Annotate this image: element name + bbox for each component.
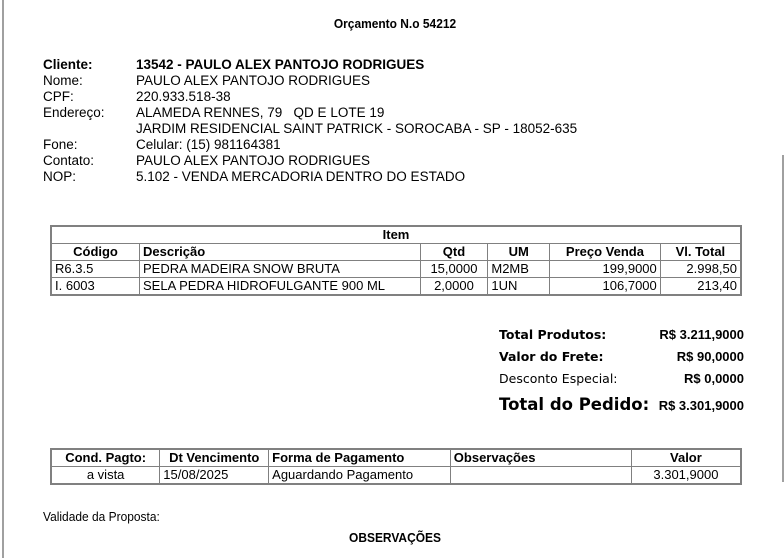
payment-table (50, 448, 742, 485)
client-value: 5.102 - VENDA MERCADORIA DENTRO DO ESTADO (136, 169, 466, 184)
client-label: Endereço: (43, 105, 105, 120)
client-label: NOP: (43, 169, 77, 184)
total-produtos-label: Total Produtos: (499, 327, 607, 342)
page-left-border (2, 0, 4, 558)
items-table (50, 225, 742, 296)
header-forma-pagamento: Forma de Pagamento (269, 449, 451, 467)
total-pedido-label: Total do Pedido: (499, 395, 650, 414)
cell-preco-venda: 106,7000 (550, 278, 661, 296)
client-label: Fone: (43, 137, 78, 152)
valor-frete-label: Valor do Frete: (499, 349, 604, 364)
client-label: Nome: (43, 73, 83, 88)
client-value: Celular: (15) 981164381 (136, 137, 281, 152)
client-row-fone (43, 137, 577, 153)
header-dt-vencimento: Dt Vencimento (160, 449, 269, 467)
table-row (51, 261, 741, 278)
observacoes-title: OBSERVAÇÕES (349, 530, 441, 545)
client-info (43, 57, 577, 185)
client-label: CPF: (43, 89, 74, 104)
client-row-contato (43, 153, 577, 169)
cell-forma-pagamento: Aguardando Pagamento (269, 467, 451, 485)
cell-descricao: SELA PEDRA HIDROFULGANTE 900 ML (140, 278, 421, 296)
header-valor: Valor (631, 449, 741, 467)
client-value: PAULO ALEX PANTOJO RODRIGUES (136, 153, 371, 168)
items-caption: Item (51, 226, 741, 244)
cell-observacoes (450, 467, 631, 485)
client-value: JARDIM RESIDENCIAL SAINT PATRICK - SOROCABA - SP - 18052-635 (136, 121, 578, 136)
cell-preco-venda: 199,9000 (550, 261, 661, 278)
header-cond-pagto: Cond. Pagto: (51, 449, 160, 467)
header-vl-total: Vl. Total (660, 244, 741, 261)
header-observacoes: Observações (450, 449, 631, 467)
cell-um: 1UN (488, 278, 550, 296)
cell-descricao: PEDRA MADEIRA SNOW BRUTA (140, 261, 421, 278)
header-um: UM (488, 244, 550, 261)
client-row-cpf (43, 89, 577, 105)
cell-valor: 3.301,9000 (631, 467, 741, 485)
totals-section (499, 327, 744, 419)
items-caption-row (51, 226, 741, 244)
client-row-cliente (43, 57, 577, 73)
total-pedido-row (499, 395, 744, 419)
cell-vl-total: 2.998,50 (660, 261, 741, 278)
cell-cond-pagto: a vista (51, 467, 160, 485)
client-value: PAULO ALEX PANTOJO RODRIGUES (136, 73, 371, 88)
table-row (51, 467, 741, 485)
cell-dt-vencimento: 15/08/2025 (160, 467, 269, 485)
client-row-endereco-2 (43, 121, 577, 137)
cell-codigo: R6.3.5 (51, 261, 140, 278)
total-produtos-row (499, 327, 744, 349)
valor-frete-value: R$ 90,0000 (676, 349, 744, 364)
header-preco-venda: Preço Venda (550, 244, 661, 261)
header-qtd: Qtd (420, 244, 488, 261)
desconto-value: R$ 0,0000 (684, 371, 744, 386)
desconto-row (499, 371, 744, 393)
client-row-nop (43, 169, 577, 185)
client-row-nome (43, 73, 577, 89)
total-pedido-value: R$ 3.301,9000 (658, 398, 744, 413)
cell-qtd: 2,0000 (420, 278, 488, 296)
client-label (43, 121, 136, 137)
header-codigo: Código (51, 244, 140, 261)
cell-um: M2MB (488, 261, 550, 278)
header-descricao: Descrição (140, 244, 421, 261)
cell-codigo: I. 6003 (51, 278, 140, 296)
validade-label: Validade da Proposta: (43, 509, 160, 524)
client-value: 220.933.518-38 (136, 89, 231, 104)
valor-frete-row (499, 349, 744, 371)
document-title: Orçamento N.o 54212 (333, 16, 457, 31)
client-label: Contato: (43, 153, 95, 168)
cell-qtd: 15,0000 (420, 261, 488, 278)
desconto-label: Desconto Especial: (499, 371, 618, 386)
table-row (51, 278, 741, 296)
items-header-row (51, 244, 741, 261)
cell-vl-total: 213,40 (660, 278, 741, 296)
total-produtos-value: R$ 3.211,9000 (659, 327, 744, 342)
payment-header-row (51, 449, 741, 467)
client-label: Cliente: (43, 57, 93, 72)
client-value: ALAMEDA RENNES, 79 QD E LOTE 19 (136, 105, 385, 120)
client-value: 13542 - PAULO ALEX PANTOJO RODRIGUES (136, 57, 425, 72)
client-row-endereco (43, 105, 577, 121)
